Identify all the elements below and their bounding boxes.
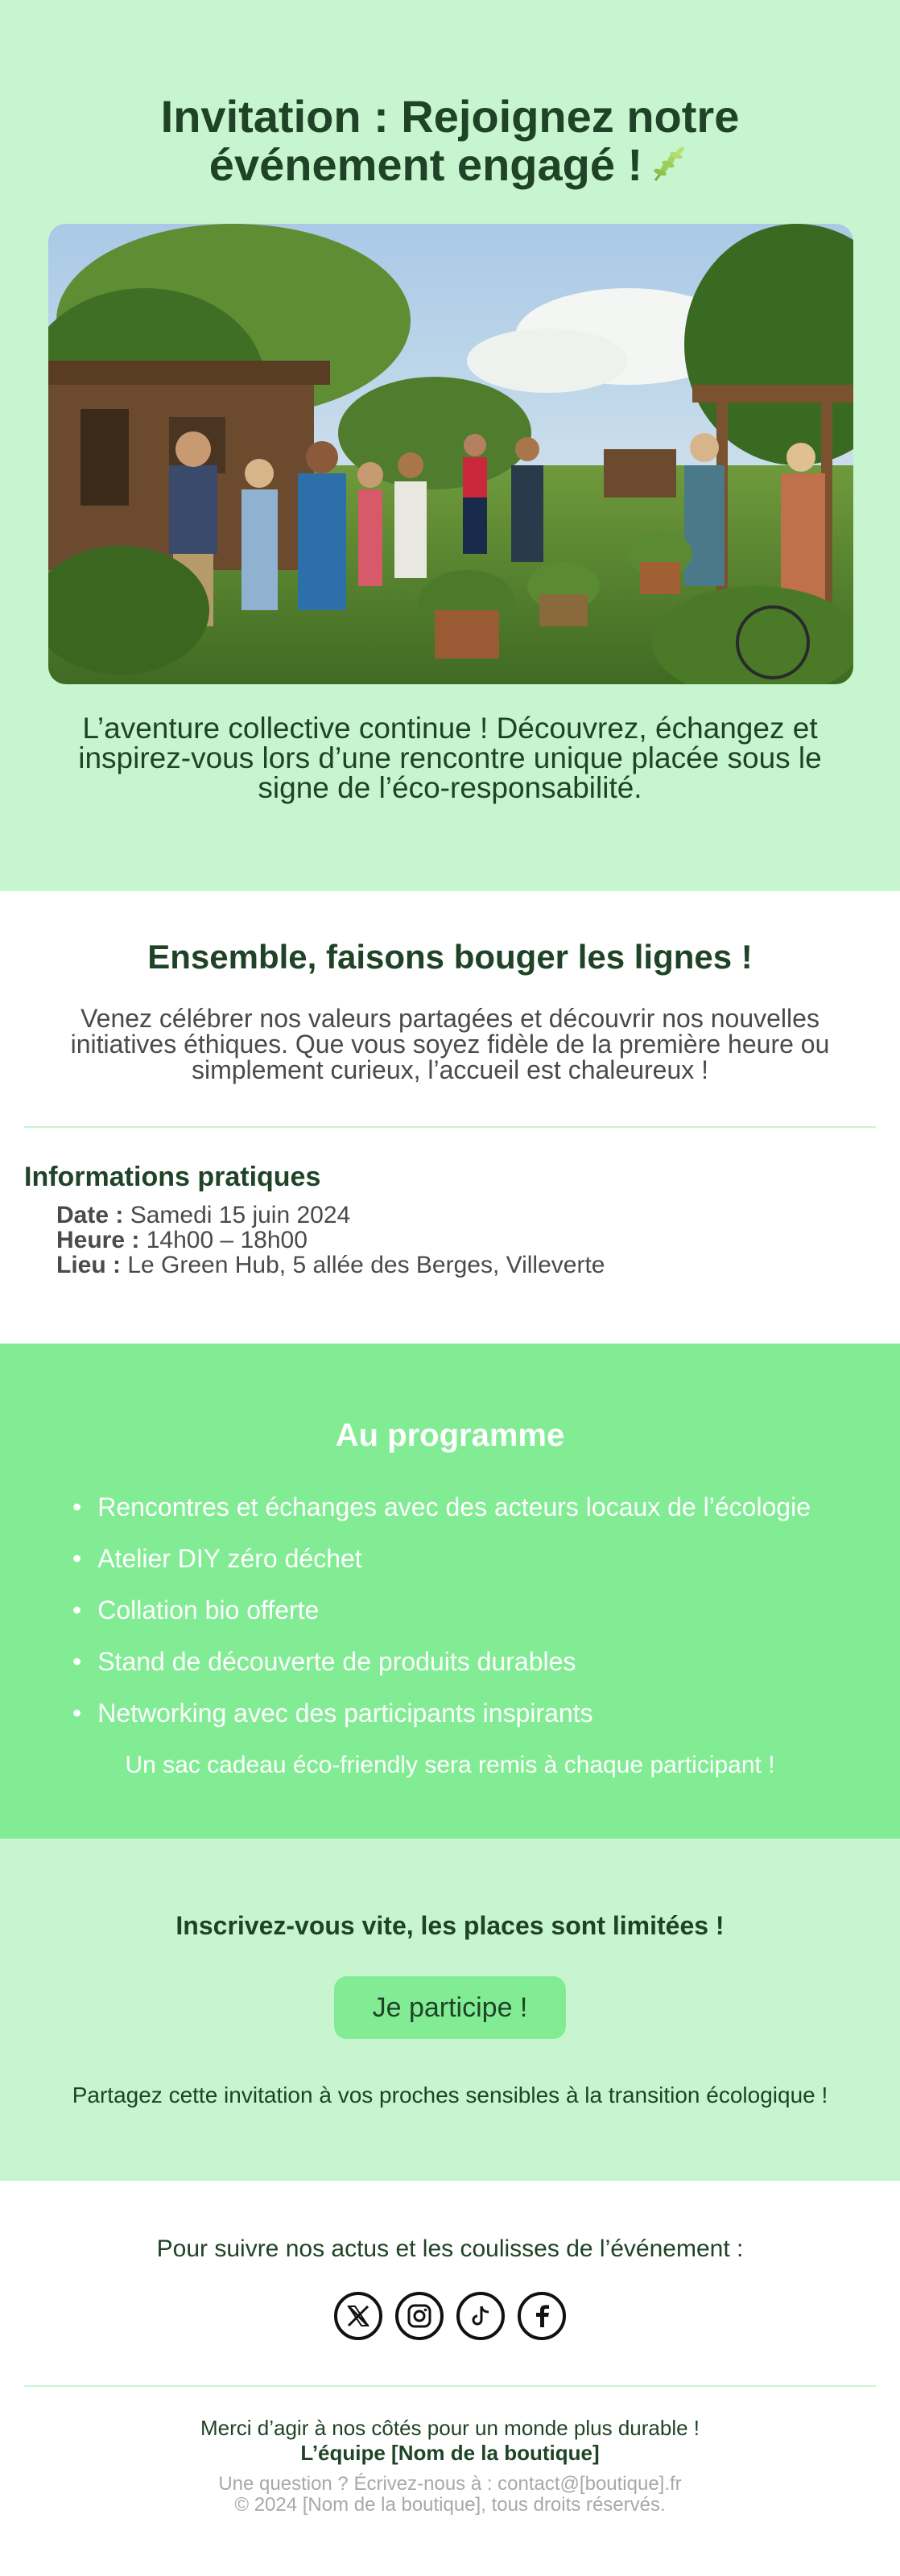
x-icon[interactable]	[334, 2292, 382, 2340]
facebook-icon[interactable]	[518, 2292, 566, 2340]
program-section	[0, 1344, 900, 1839]
hero-section	[0, 0, 900, 891]
date-label: Date :	[56, 1202, 124, 1228]
time-label: Heure :	[56, 1227, 140, 1253]
program-list	[72, 1494, 876, 1726]
place-row	[56, 1253, 876, 1278]
hero-intro: L’aventure collective continue ! Découvrez, échangez et inspirez-vous lors d’une rencontre unique placée sous le signe de l’éco-responsabilité.	[78, 712, 822, 804]
footer-divider	[24, 2385, 876, 2387]
gift-note: Un sac cadeau éco-friendly sera remis à chaque participant !	[125, 1752, 775, 1778]
thanks-text: Merci d’agir à nos côtés pour un monde plus durable !	[200, 2416, 700, 2440]
intro-heading: Ensemble, faisons bouger les lignes !	[147, 938, 753, 976]
practical-info	[0, 1128, 900, 1344]
program-item: • Atelier DIY zéro déchet	[72, 1546, 876, 1571]
program-item: • Rencontres et échanges avec des acteurs locaux de l’écologie	[72, 1494, 876, 1520]
instagram-icon[interactable]	[395, 2292, 444, 2340]
date-value: Samedi 15 juin 2024	[130, 1202, 351, 1228]
program-item: • Collation bio offerte	[72, 1597, 876, 1623]
contact-text[interactable]: Une question ? Écrivez-nous à : contact@[boutique].fr	[218, 2473, 682, 2495]
social-links	[24, 2292, 876, 2340]
time-value: 14h00 – 18h00	[146, 1227, 308, 1253]
program-heading: Au programme	[335, 1418, 565, 1453]
page-title-text: Invitation : Rejoignez notre événement engagé !	[160, 91, 740, 190]
practical-heading: Informations pratiques	[24, 1162, 321, 1192]
footer	[0, 2181, 900, 2516]
follow-text: Pour suivre nos actus et les coulisses de l’événement :	[156, 2235, 744, 2262]
program-item: • Stand de découverte de produits durables	[72, 1649, 876, 1674]
copyright-text: © 2024 [Nom de la boutique], tous droits réservés.	[234, 2494, 666, 2516]
event-photo	[48, 224, 853, 684]
intro-section	[0, 891, 900, 1083]
cta-section	[0, 1839, 900, 2181]
team-signature: L’équipe [Nom de la boutique]	[300, 2441, 600, 2465]
page-title	[48, 93, 852, 194]
leaf-icon	[649, 143, 691, 194]
share-text: Partagez cette invitation à vos proches sensibles à la transition écologique !	[72, 2083, 828, 2107]
place-value: Le Green Hub, 5 allée des Berges, Villeverte	[127, 1252, 605, 1278]
program-item: • Networking avec des participants inspirants	[72, 1700, 876, 1726]
practical-list	[24, 1203, 876, 1278]
place-label: Lieu :	[56, 1252, 121, 1278]
tiktok-icon[interactable]	[456, 2292, 505, 2340]
intro-text: Venez célébrer nos valeurs partagées et découvrir nos nouvelles initiatives éthiques. Que vous soyez fidèle de la première heure ou simplement curieux, l’accueil est chaleureux !	[70, 1004, 830, 1084]
time-row	[56, 1228, 876, 1253]
participate-button[interactable]: Je participe !	[334, 1976, 566, 2039]
date-row	[56, 1203, 876, 1228]
cta-heading: Inscrivez-vous vite, les places sont limitées !	[175, 1911, 725, 1940]
